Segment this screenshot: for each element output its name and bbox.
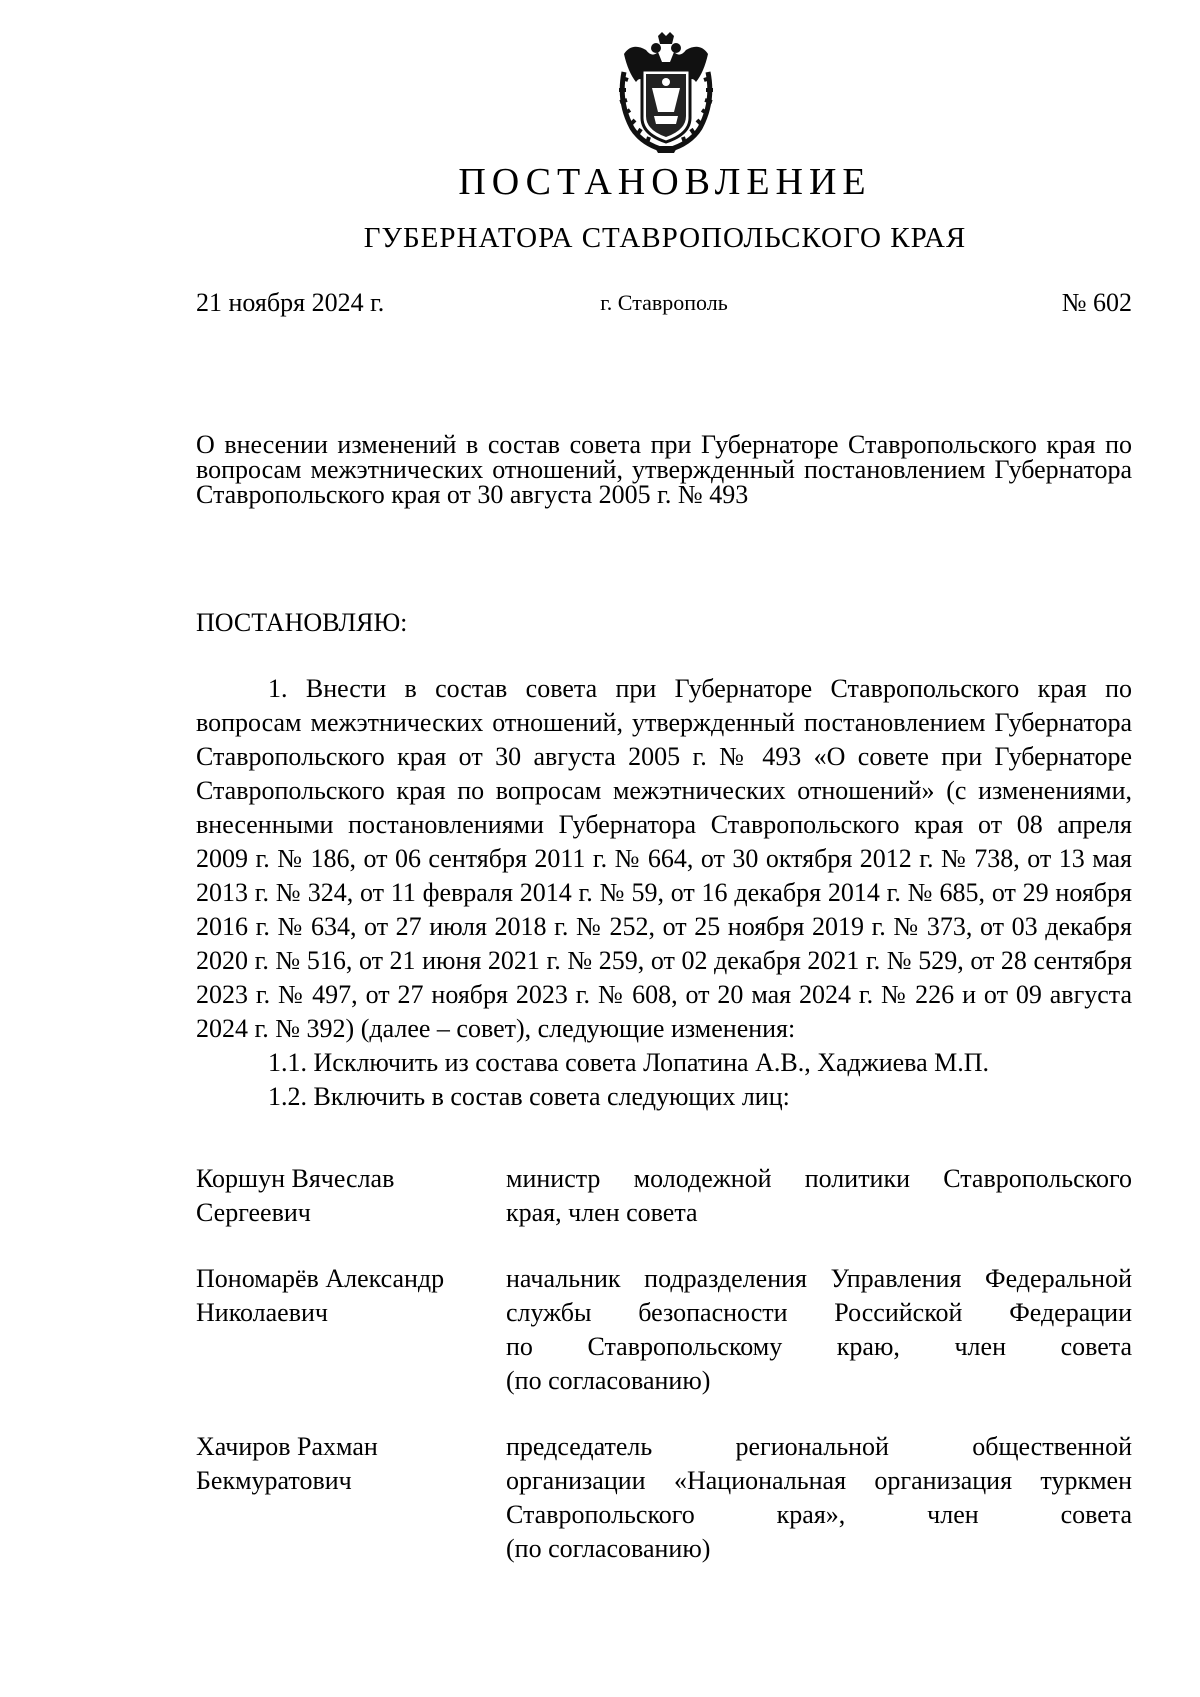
document-title: ПОСТАНОВЛЕНИЕ bbox=[458, 161, 872, 203]
member-name-line: Коршун Вячеслав bbox=[196, 1164, 395, 1193]
document-meta bbox=[196, 288, 1132, 324]
document-city: г. Ставрополь bbox=[600, 290, 728, 315]
member-role-line: по Ставропольскому краю, член совета bbox=[506, 1332, 1132, 1361]
document-body bbox=[196, 672, 1132, 1114]
member-entry bbox=[196, 1162, 1132, 1230]
member-role-line: министр молодежной политики Ставропольского bbox=[506, 1164, 1132, 1193]
member-name-line: Пономарёв Александр bbox=[196, 1264, 445, 1293]
member-name bbox=[196, 1430, 506, 1566]
member-role-line: организации «Национальная организация туркмен bbox=[506, 1466, 1132, 1495]
member-role-line: Ставропольского края», член совета bbox=[506, 1500, 1132, 1529]
member-role-line: председатель региональной общественной bbox=[506, 1432, 1132, 1461]
member-name-line: Бекмуратович bbox=[196, 1466, 352, 1495]
paragraph-1-2: 1.2. Включить в состав совета следующих лиц: bbox=[268, 1082, 790, 1111]
member-name bbox=[196, 1262, 506, 1398]
member-role-line: (по согласованию) bbox=[506, 1534, 711, 1563]
paragraph-1: 1. Внести в состав совета при Губернаторе Ставропольского края по вопросам межэтнических отношений, утвержденный постановлением Губернатора Ставропольского края от 30 августа 2005 г. № 493 «О совете при Губернаторе Ставропольского края по вопросам межэтнических отношений» (с изменениями, внесенными постановлениями Губернатора Ставропольского края от 08 апреля 2009 г. № 186, от 06 сентября 2011 г. № 664, от 30 октября 2012 г. № 738, от 13 мая 2013 г. № 324, от 11 февраля 2014 г. № 59, от 16 декабря 2014 г. № 685, от 29 ноября 2016 г. № 634, от 27 июля 2018 г. № 252, от 25 ноября 2019 г. № 373, от 03 декабря 2020 г. № 516, от 21 июня 2021 г. № 259, от 02 декабря 2021 г. № 529, от 28 сентября 2023 г. № 497, от 27 ноября 2023 г. № 608, от 20 мая 2024 г. № 226 и от 09 августа 2024 г. № 392) (далее – совет), следующие изменения: bbox=[196, 674, 1132, 1043]
decree-heading: ПОСТАНОВЛЯЮ: bbox=[196, 608, 408, 637]
paragraph-1-1: 1.1. Исключить из состава совета Лопатина А.В., Хаджиева М.П. bbox=[268, 1048, 990, 1077]
member-role-line: начальник подразделения Управления Федеральной bbox=[506, 1264, 1132, 1293]
document-subtitle: ГУБЕРНАТОРА СТАВРОПОЛЬСКОГО КРАЯ bbox=[363, 222, 967, 254]
member-name-line: Сергеевич bbox=[196, 1198, 311, 1227]
member-entry bbox=[196, 1262, 1132, 1398]
member-entry bbox=[196, 1430, 1132, 1566]
members-list bbox=[196, 1162, 1132, 1598]
member-name-line: Николаевич bbox=[196, 1298, 328, 1327]
member-role bbox=[506, 1262, 1132, 1398]
coat-of-arms-icon bbox=[618, 32, 714, 154]
member-role-line: службы безопасности Российской Федерации bbox=[506, 1298, 1132, 1327]
member-name bbox=[196, 1162, 506, 1230]
document-number: № 602 bbox=[1061, 288, 1132, 317]
member-role bbox=[506, 1162, 1132, 1230]
member-role-line: (по согласованию) bbox=[506, 1366, 711, 1395]
document-date: 21 ноября 2024 г. bbox=[196, 288, 385, 317]
document-subject: О внесении изменений в состав совета при Губернаторе Ставропольского края по вопросам межэтнических отношений, утвержденный постановлением Губернатора Ставропольского края от 30 августа 2005 г. № 493 bbox=[196, 430, 1132, 509]
member-name-line: Хачиров Рахман bbox=[196, 1432, 378, 1461]
member-role bbox=[506, 1430, 1132, 1566]
member-role-line: края, член совета bbox=[506, 1198, 698, 1227]
